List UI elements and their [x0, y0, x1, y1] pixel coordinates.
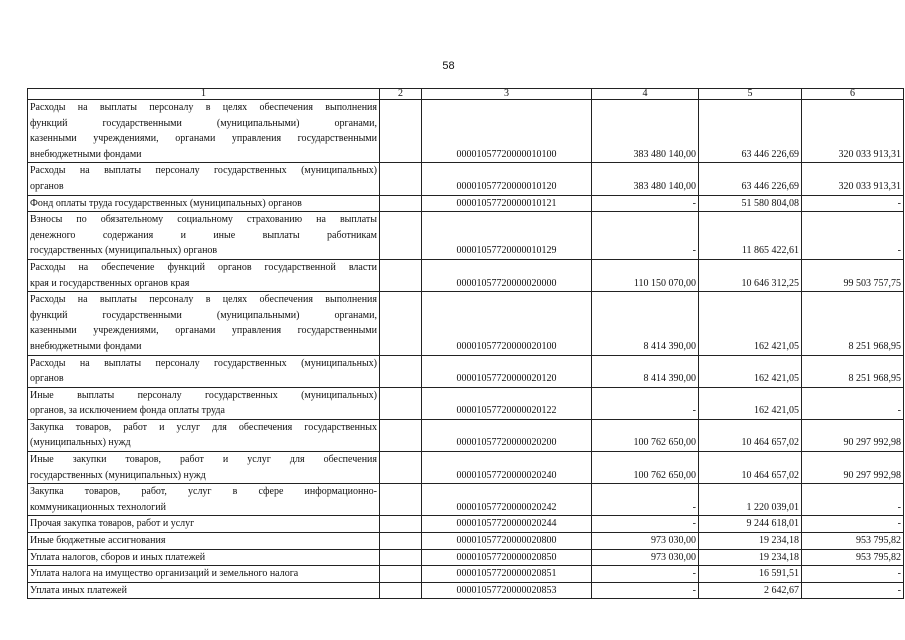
- table-row: [28, 516, 904, 533]
- expense-name-cell: [28, 582, 380, 599]
- expense-name-line: внебюджетными фондами: [30, 148, 142, 160]
- unexecuted-amount-cell: 320 033 913,31: [802, 163, 904, 195]
- budget-code-cell: 00001057720000010100: [422, 100, 592, 163]
- table-row: [28, 100, 904, 163]
- approved-amount-cell: 100 762 650,00: [592, 452, 699, 484]
- approved-amount-cell: 973 030,00: [592, 549, 699, 566]
- budget-code-cell: 00001057720000010129: [422, 212, 592, 260]
- table-row: [28, 566, 904, 583]
- expense-name-cell: [28, 566, 380, 583]
- budget-code-cell: 00001057720000020242: [422, 484, 592, 516]
- column-2-cell: [380, 419, 422, 451]
- expense-name-cell: [28, 100, 380, 163]
- unexecuted-amount-cell: -: [802, 212, 904, 260]
- column-2-cell: [380, 549, 422, 566]
- column-number: 4: [592, 89, 699, 100]
- table-row: [28, 195, 904, 212]
- expense-name-line: внебюджетными фондами: [30, 340, 142, 352]
- unexecuted-amount-cell: 8 251 968,95: [802, 355, 904, 387]
- expense-name-line: Уплата налогов, сборов и иных платежей: [30, 551, 206, 563]
- expense-name-line: Уплата иных платежей: [30, 584, 127, 596]
- approved-amount-cell: 100 762 650,00: [592, 419, 699, 451]
- executed-amount-cell: 162 421,05: [699, 355, 802, 387]
- approved-amount-cell: -: [592, 566, 699, 583]
- unexecuted-amount-cell: -: [802, 582, 904, 599]
- approved-amount-cell: -: [592, 387, 699, 419]
- approved-amount-cell: -: [592, 195, 699, 212]
- table-row: [28, 419, 904, 451]
- expense-name-line: Расходы на выплаты персоналу в целях обеспечения выполнения: [30, 294, 377, 306]
- column-number-row: [28, 89, 904, 100]
- budget-code-cell: 00001057720000020853: [422, 582, 592, 599]
- expense-name-cell: [28, 259, 380, 291]
- budget-code-cell: 00001057720000020120: [422, 355, 592, 387]
- executed-amount-cell: 9 244 618,01: [699, 516, 802, 533]
- column-2-cell: [380, 533, 422, 550]
- unexecuted-amount-cell: -: [802, 484, 904, 516]
- expense-name-line: функций государственными (муниципальными) органами,: [30, 117, 377, 129]
- column-2-cell: [380, 292, 422, 355]
- expense-name-line: казенными учреждениями, органами управления государственными: [30, 325, 377, 337]
- executed-amount-cell: 10 646 312,25: [699, 259, 802, 291]
- budget-code-cell: 00001057720000020244: [422, 516, 592, 533]
- budget-code-cell: 00001057720000020800: [422, 533, 592, 550]
- expense-name-line: Расходы на обеспечение функций органов государственной власти: [30, 261, 377, 273]
- unexecuted-amount-cell: -: [802, 195, 904, 212]
- executed-amount-cell: 11 865 422,61: [699, 212, 802, 260]
- budget-code-cell: 00001057720000020122: [422, 387, 592, 419]
- executed-amount-cell: 162 421,05: [699, 292, 802, 355]
- approved-amount-cell: 8 414 390,00: [592, 355, 699, 387]
- executed-amount-cell: 51 580 804,08: [699, 195, 802, 212]
- expense-name-line: Иные бюджетные ассигнования: [30, 535, 166, 547]
- column-2-cell: [380, 100, 422, 163]
- column-2-cell: [380, 212, 422, 260]
- unexecuted-amount-cell: -: [802, 387, 904, 419]
- executed-amount-cell: 63 446 226,69: [699, 100, 802, 163]
- budget-code-cell: 00001057720000010120: [422, 163, 592, 195]
- executed-amount-cell: 19 234,18: [699, 549, 802, 566]
- budget-code-cell: 00001057720000020100: [422, 292, 592, 355]
- table-row: [28, 484, 904, 516]
- column-2-cell: [380, 387, 422, 419]
- unexecuted-amount-cell: 90 297 992,98: [802, 419, 904, 451]
- table-body: [28, 89, 904, 599]
- expense-name-cell: [28, 549, 380, 566]
- column-2-cell: [380, 582, 422, 599]
- expense-name-line: Закупка товаров, работ, услуг в сфере информационно-: [30, 486, 377, 498]
- executed-amount-cell: 2 642,67: [699, 582, 802, 599]
- executed-amount-cell: 1 220 039,01: [699, 484, 802, 516]
- expense-name-line: государственных (муниципальных) нужд: [30, 469, 206, 481]
- unexecuted-amount-cell: 953 795,82: [802, 533, 904, 550]
- approved-amount-cell: 383 480 140,00: [592, 163, 699, 195]
- expense-name-cell: [28, 163, 380, 195]
- expense-name-line: Уплата налога на имущество организаций и земельного налога: [30, 568, 299, 580]
- unexecuted-amount-cell: -: [802, 566, 904, 583]
- expense-name-line: государственных (муниципальных) органов: [30, 245, 218, 257]
- approved-amount-cell: -: [592, 516, 699, 533]
- column-2-cell: [380, 516, 422, 533]
- unexecuted-amount-cell: 99 503 757,75: [802, 259, 904, 291]
- expense-name-cell: [28, 484, 380, 516]
- approved-amount-cell: 8 414 390,00: [592, 292, 699, 355]
- expense-name-cell: [28, 516, 380, 533]
- expense-name-line: Прочая закупка товаров, работ и услуг: [30, 518, 195, 530]
- unexecuted-amount-cell: -: [802, 516, 904, 533]
- column-2-cell: [380, 452, 422, 484]
- expense-name-line: функций государственными (муниципальными) органами,: [30, 309, 377, 321]
- table-row: [28, 163, 904, 195]
- budget-code-cell: 00001057720000010121: [422, 195, 592, 212]
- approved-amount-cell: 973 030,00: [592, 533, 699, 550]
- expense-name-line: Расходы на выплаты персоналу государственных (муниципальных): [30, 357, 377, 369]
- column-2-cell: [380, 355, 422, 387]
- expense-name-line: Фонд оплаты труда государственных (муниципальных) органов: [30, 197, 302, 209]
- budget-code-cell: 00001057720000020240: [422, 452, 592, 484]
- expense-name-line: края и государственных органов края: [30, 277, 190, 289]
- expense-name-cell: [28, 355, 380, 387]
- expense-name-line: казенными учреждениями, органами управления государственными: [30, 133, 377, 145]
- executed-amount-cell: 16 591,51: [699, 566, 802, 583]
- budget-code-cell: 00001057720000020000: [422, 259, 592, 291]
- expense-name-line: органов: [30, 373, 64, 385]
- expense-name-cell: [28, 195, 380, 212]
- executed-amount-cell: 10 464 657,02: [699, 452, 802, 484]
- expense-name-line: денежного содержания и иные выплаты работникам: [30, 229, 377, 241]
- approved-amount-cell: -: [592, 212, 699, 260]
- unexecuted-amount-cell: 8 251 968,95: [802, 292, 904, 355]
- expense-name-cell: [28, 419, 380, 451]
- expense-name-cell: [28, 212, 380, 260]
- column-number: 5: [699, 89, 802, 100]
- column-number: 3: [422, 89, 592, 100]
- page-number: 58: [442, 60, 455, 72]
- table-row: [28, 387, 904, 419]
- executed-amount-cell: 10 464 657,02: [699, 419, 802, 451]
- unexecuted-amount-cell: 320 033 913,31: [802, 100, 904, 163]
- approved-amount-cell: 383 480 140,00: [592, 100, 699, 163]
- expense-name-line: (муниципальных) нужд: [30, 437, 131, 449]
- expense-name-cell: [28, 292, 380, 355]
- expense-name-line: органов: [30, 180, 64, 192]
- unexecuted-amount-cell: 953 795,82: [802, 549, 904, 566]
- expense-name-line: органов, за исключением фонда оплаты труда: [30, 405, 225, 417]
- table-row: [28, 292, 904, 355]
- approved-amount-cell: 110 150 070,00: [592, 259, 699, 291]
- table-row: [28, 549, 904, 566]
- column-number: 1: [28, 89, 380, 100]
- expense-name-line: Иные выплаты персоналу государственных (муниципальных): [30, 389, 377, 401]
- expense-name-line: коммуникационных технологий: [30, 501, 166, 513]
- expense-name-cell: [28, 387, 380, 419]
- column-2-cell: [380, 163, 422, 195]
- executed-amount-cell: 19 234,18: [699, 533, 802, 550]
- table-row: [28, 582, 904, 599]
- table-row: [28, 533, 904, 550]
- table-row: [28, 259, 904, 291]
- expense-name-line: Иные закупки товаров, работ и услуг для обеспечения: [30, 454, 377, 466]
- column-2-cell: [380, 195, 422, 212]
- executed-amount-cell: 162 421,05: [699, 387, 802, 419]
- column-2-cell: [380, 484, 422, 516]
- budget-table: [27, 88, 904, 599]
- table-row: [28, 212, 904, 260]
- expense-name-line: Закупка товаров, работ и услуг для обеспечения государственных: [30, 421, 377, 433]
- budget-code-cell: 00001057720000020851: [422, 566, 592, 583]
- approved-amount-cell: -: [592, 582, 699, 599]
- column-2-cell: [380, 259, 422, 291]
- table-row: [28, 355, 904, 387]
- expense-name-cell: [28, 452, 380, 484]
- executed-amount-cell: 63 446 226,69: [699, 163, 802, 195]
- expense-name-line: Взносы по обязательному социальному страхованию на выплаты: [30, 214, 377, 226]
- column-number: 2: [380, 89, 422, 100]
- approved-amount-cell: -: [592, 484, 699, 516]
- column-number: 6: [802, 89, 904, 100]
- budget-code-cell: 00001057720000020850: [422, 549, 592, 566]
- expense-name-line: Расходы на выплаты персоналу в целях обеспечения выполнения: [30, 102, 377, 113]
- expense-name-line: Расходы на выплаты персоналу государственных (муниципальных): [30, 165, 377, 177]
- column-2-cell: [380, 566, 422, 583]
- table-row: [28, 452, 904, 484]
- expense-name-cell: [28, 533, 380, 550]
- unexecuted-amount-cell: 90 297 992,98: [802, 452, 904, 484]
- budget-code-cell: 00001057720000020200: [422, 419, 592, 451]
